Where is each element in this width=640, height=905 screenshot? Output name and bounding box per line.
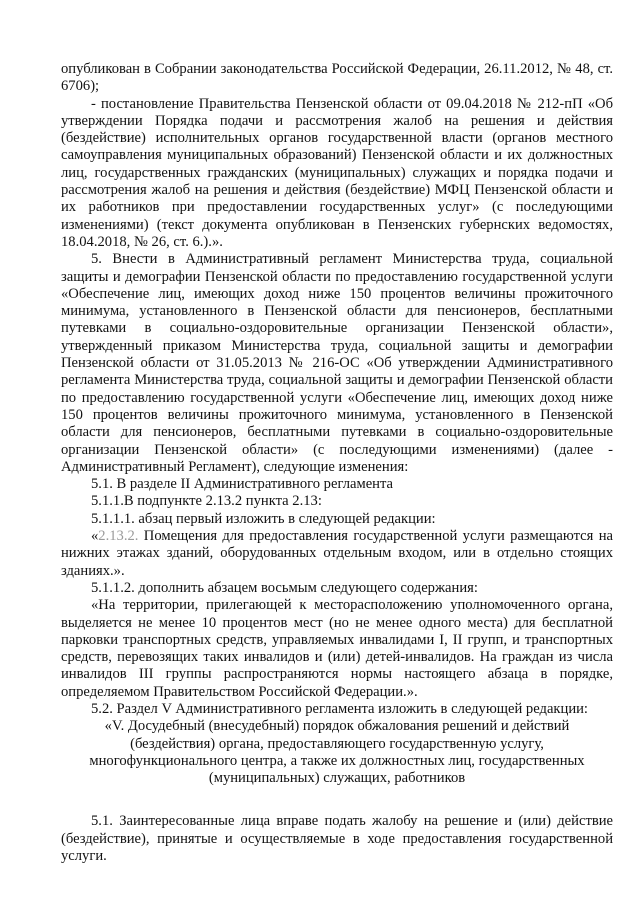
paragraph-item-5: 5. Внести в Административный регламент Министерства труда, социальной защиты и демографии Пензенской области по предоставлению государственной услуги «Обеспечение лиц, имеющих доход ниже 150 процентов величины прожиточного минимума, установленного в Пензенской области для пенсионеров, бесплатными путевками в социально-оздоровительные организации Пензенской области», утвержденный приказом Министерства труда, социальной защиты и демографии Пензенской области от 31.05.2013 № 216-ОС «Об утверждении Административного регламента Министерства труда, социальной защиты и демографии Пензенской области по предоставлению государственной услуги «Обеспечение лиц, имеющих доход ниже 150 процентов величины прожиточного минимума, установленного в Пензенской области для пенсионеров, бесплатными путевками в социально-оздоровительные организации Пензенской области» (с последующими изменениями) (далее - Административный Регламент), следующие изменения: — [61, 251, 613, 475]
paragraph-item-5-1-1-1: 5.1.1.1. абзац первый изложить в следующей редакции: — [91, 510, 436, 527]
section-heading-line-1: «V. Досудебный (внесудебный) порядок обжалования решений и действий — [104, 718, 570, 735]
paragraph-parking-quote: «На территории, прилегающей к месторасположению уполномоченного органа, выделяется не менее 10 процентов мест (но не менее одного места) для бесплатной парковки транспортных средств, управляемых инвалидами I, II групп, и транспортных средств, перевозящих таких инвалидов и (или) детей-инвалидов. На граждан из числа инвалидов III группы распространяются нормы настоящего абзаца в порядке, определяемом Правительством Российской Федерации.». — [61, 597, 613, 700]
paragraph-item-5-2: 5.2. Раздел V Административного регламента изложить в следующей редакции: — [91, 700, 588, 717]
paragraph-publication: опубликован в Собрании законодательства Российской Федерации, 26.11.2012, № 48, ст. 6706); — [61, 61, 613, 95]
paragraph-resolution: - постановление Правительства Пензенской области от 09.04.2018 № 212-пП «Об утверждении Порядка подачи и рассмотрения жалоб на решения и действия (бездействие) исполнительных органов государственной власти (органов местного самоуправления муниципальных образований) Пензенской области и их должностных лиц, государственных гражданских (муниципальных) служащих и порядка подачи и рассмотрения жалоб на решения и действия (бездействие) МФЦ Пензенской области и их работников при предоставлении государственных услуг» (с последующими изменениями) (текст документа опубликован в Пензенских губернских ведомостях, 18.04.2018, № 26, ст. 6.).». — [61, 95, 613, 250]
paragraph-item-5-1-1-2: 5.1.1.2. дополнить абзацем восьмым следующего содержания: — [91, 579, 478, 596]
spacer — [61, 787, 613, 813]
clause-text: Помещения для предоставления государственной услуги размещаются на нижних этажах зданий, оборудованных отдельным входом, или в отдельно стоящих зданиях.». — [61, 528, 613, 579]
clause-number: 2.13.2. — [98, 528, 139, 545]
section-heading-line-3: многофункционального центра, а также их должностных лиц, государственных — [89, 752, 585, 769]
document-body — [61, 61, 613, 865]
section-heading-line-2: (бездействия) органа, предоставляющего государственную услугу, — [130, 735, 544, 752]
paragraph-item-5-1-1: 5.1.1.В подпункте 2.13.2 пункта 2.13: — [91, 493, 322, 510]
quote-mark: « — [91, 528, 99, 545]
paragraph-complaint: 5.1. Заинтересованные лица вправе подать жалобу на решение и (или) действие (бездействие), принятые и осуществляемые в ходе предоставления государственной услуги. — [61, 813, 613, 865]
paragraph-quote-2-13-2 — [61, 528, 613, 580]
section-heading-line-4: (муниципальных) служащих, работников — [208, 770, 466, 787]
paragraph-item-5-1: 5.1. В разделе II Административного регламента — [91, 476, 394, 493]
